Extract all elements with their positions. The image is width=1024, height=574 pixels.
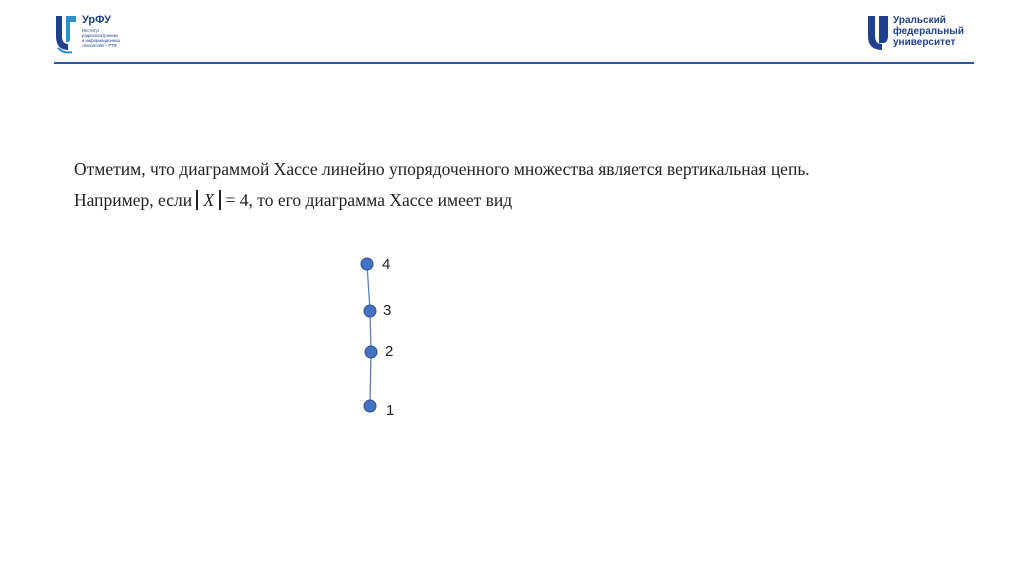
hasse-node-label: 3 bbox=[383, 302, 392, 319]
math-variable: X bbox=[203, 190, 215, 210]
university-name: Уральский федеральный университет bbox=[893, 15, 964, 48]
body-line-1: Отметим, что диаграммой Хассе линейно упорядоченного множества является вертикальная цепь. bbox=[74, 159, 810, 179]
hasse-node-1 bbox=[364, 400, 376, 412]
hasse-node-3 bbox=[364, 305, 376, 317]
hasse-edge bbox=[370, 352, 371, 406]
hasse-edge bbox=[367, 264, 370, 311]
hasse-node-4 bbox=[361, 258, 373, 270]
hasse-node-label: 1 bbox=[386, 402, 395, 419]
logo-name: УрФУ bbox=[82, 14, 111, 26]
line2-before: Например, если bbox=[74, 190, 197, 210]
line2-after: = 4, то его диаграмма Хассе имеет вид bbox=[225, 190, 513, 210]
hasse-node-label: 2 bbox=[385, 343, 394, 360]
hasse-node-label: 4 bbox=[382, 256, 391, 273]
logo-subtitle: Институт радиоэлектроники и информационных технологий – РТФ bbox=[82, 28, 121, 48]
hasse-node-2 bbox=[365, 346, 377, 358]
